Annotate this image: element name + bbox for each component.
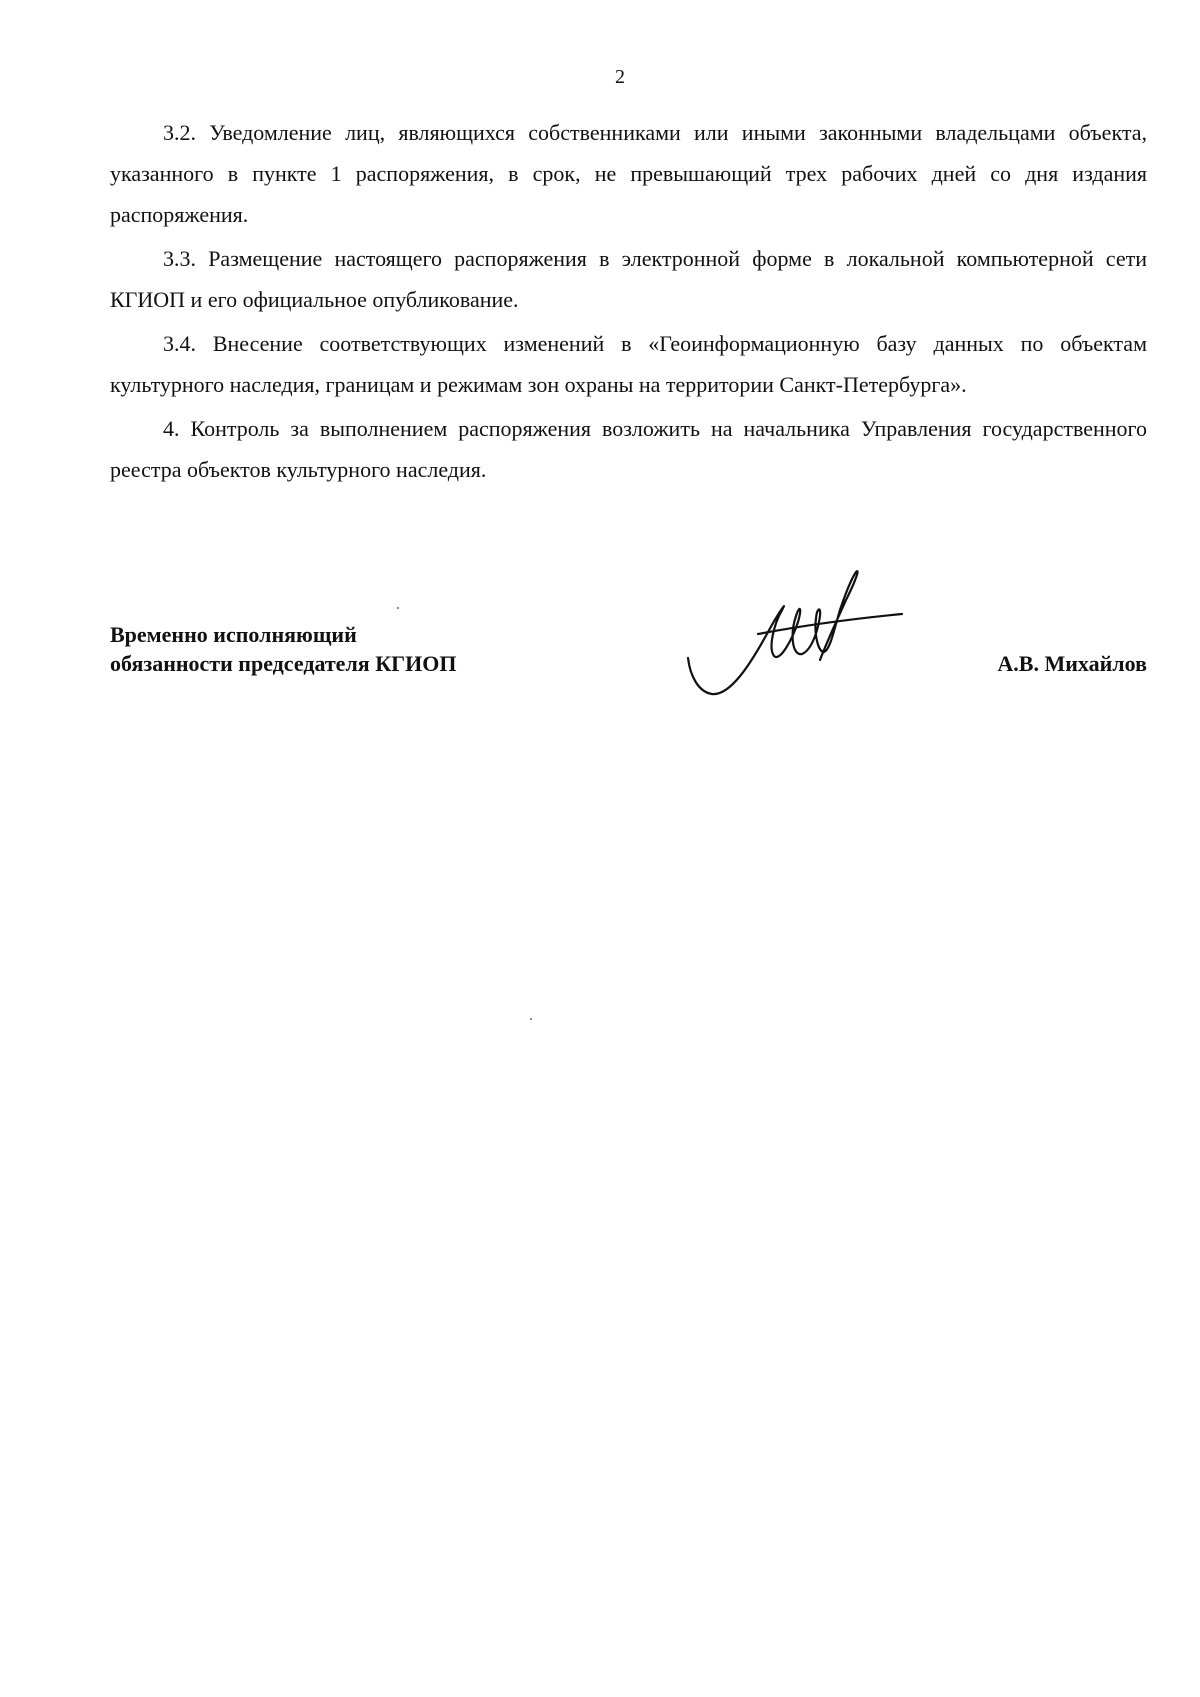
signer-title-line-2: обязанности председателя КГИОП	[110, 651, 457, 676]
scan-artifact-dot	[397, 607, 399, 609]
paragraph-3-2: 3.2. Уведомление лиц, являющихся собственниками или иными законными владельцами объекта, указанного в пункте 1 распоряжения, в срок, не превышающий трех рабочих дней со дня издания распоряжения.	[110, 120, 1147, 227]
paragraph-3-3: 3.3. Размещение настоящего распоряжения в электронной форме в локальной компьютерной сети КГИОП и его официальное опубликование.	[110, 246, 1147, 312]
scan-artifact-dot	[530, 1018, 532, 1020]
handwritten-signature	[670, 560, 940, 700]
signer-title-line-1: Временно исполняющий	[110, 622, 357, 647]
page-number: 2	[615, 66, 625, 88]
signature-block	[110, 620, 1147, 720]
document-body	[110, 112, 1147, 493]
paragraph-4: 4. Контроль за выполнением распоряжения возложить на начальника Управления государственного реестра объектов культурного наследия.	[110, 416, 1147, 482]
signer-title	[110, 620, 456, 678]
signer-name: А.В. Михайлов	[997, 651, 1147, 676]
paragraph-3-4: 3.4. Внесение соответствующих изменений в «Геоинформационную базу данных по объектам культурного наследия, границам и режимам зон охраны на территории Санкт-Петербурга».	[110, 331, 1147, 397]
